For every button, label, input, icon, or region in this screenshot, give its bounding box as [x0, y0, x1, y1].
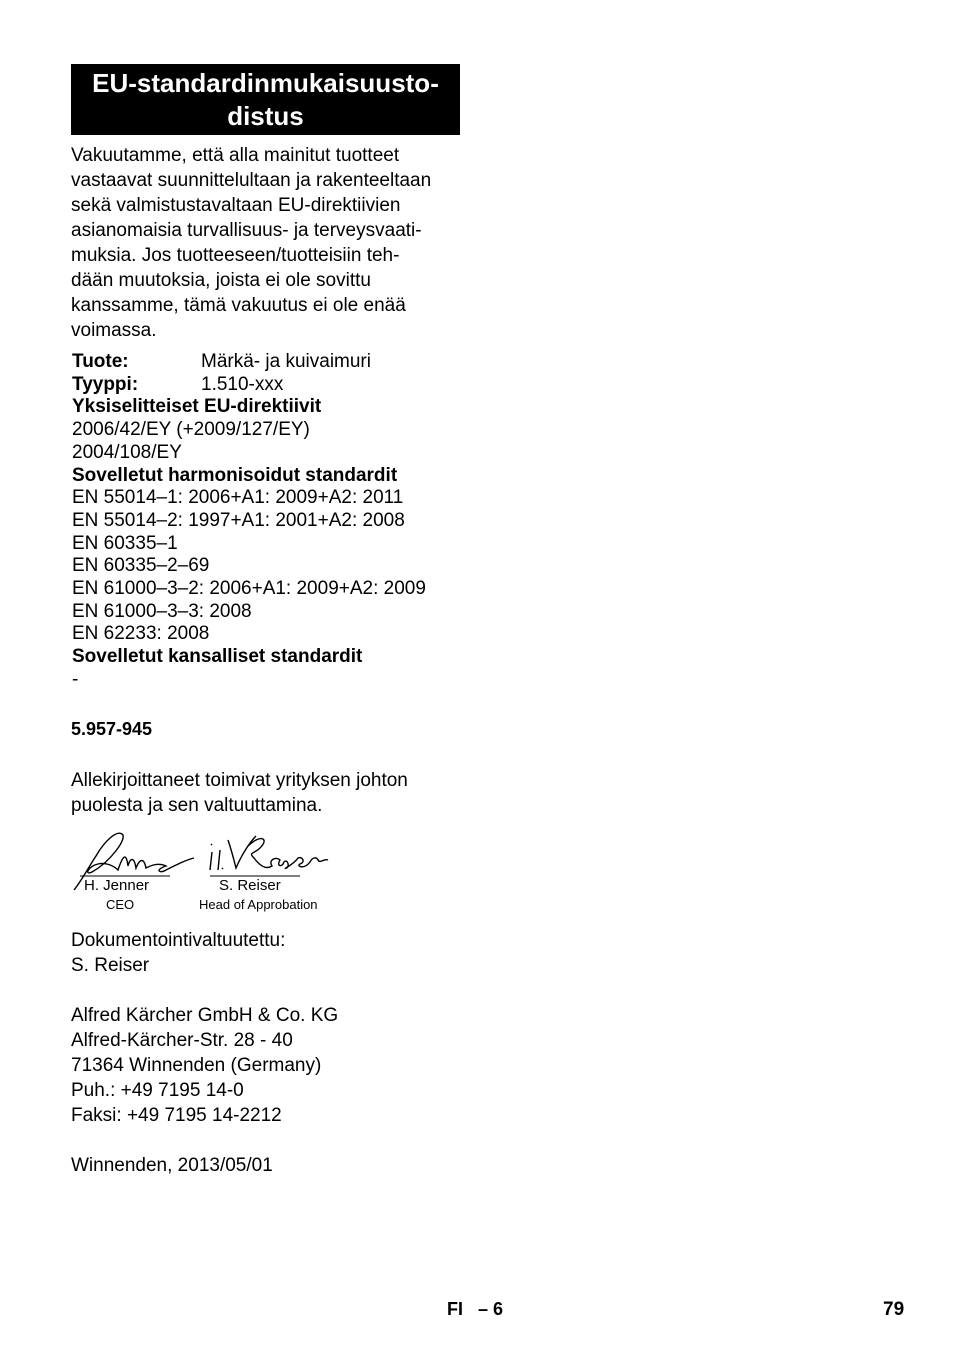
- document-code: 5.957-945: [71, 719, 153, 739]
- text-line: voimassa.: [71, 320, 157, 341]
- standard-item: EN 55014–2: 1997+A1: 2001+A2: 2008: [72, 509, 405, 531]
- address-line: 71364 Winnenden (Germany): [71, 1055, 322, 1076]
- standard-item: EN 55014–1: 2006+A1: 2009+A2: 2011: [72, 487, 404, 509]
- text-line: Dokumentointivaltuutettu:: [71, 930, 286, 951]
- signers-statement: [71, 768, 408, 818]
- company-address: [71, 1003, 338, 1128]
- standard-item: EN 62233: 2008: [72, 623, 210, 645]
- text-line: Allekirjoittaneet toimivat yrityksen johton: [71, 770, 408, 791]
- title-line: distus: [227, 101, 304, 131]
- signer-title: CEO: [106, 897, 135, 912]
- text-line: puolesta ja sen valtuuttamina.: [71, 795, 323, 816]
- address-line: Alfred Kärcher GmbH & Co. KG: [71, 1005, 339, 1026]
- title-line: EU-standardinmukaisuusto-: [92, 68, 439, 98]
- text-line: kanssamme, tämä vakuutus ei ole enää: [71, 295, 406, 316]
- address-line: Faksi: +49 7195 14-2212: [71, 1105, 282, 1126]
- standard-item: EN 61000–3–3: 2008: [72, 600, 252, 622]
- declaration-text: [71, 143, 471, 343]
- footer-lang-text: FI – 6: [447, 1299, 504, 1319]
- signer-title: Head of Approbation: [199, 897, 318, 912]
- text-line: S. Reiser: [71, 955, 150, 976]
- text-line: muksia. Jos tuotteeseen/tuotteisiin teh-: [71, 245, 400, 266]
- harmonised-heading: Sovelletut harmonisoidut standardit: [72, 464, 398, 486]
- text-line: asianomaisia turvallisuus- ja terveysvaati-: [71, 220, 422, 241]
- footer-language-page: [447, 1299, 503, 1320]
- standard-item: EN 60335–2–69: [72, 555, 210, 577]
- standard-item: EN 60335–1: [72, 532, 178, 554]
- directive-item: 2006/42/EY (+2009/127/EY): [72, 419, 310, 441]
- national-heading: Sovelletut kansalliset standardit: [72, 646, 363, 668]
- product-specs: [72, 351, 492, 692]
- directives-heading: Yksiselitteiset EU-direktiivit: [72, 396, 322, 418]
- product-row: [72, 351, 492, 374]
- place-date-text: Winnenden, 2013/05/01: [71, 1155, 273, 1176]
- page-title: [71, 64, 460, 135]
- type-row: [72, 374, 492, 397]
- documentation-authority: [71, 928, 285, 978]
- product-label: Tuote:: [72, 351, 129, 372]
- signer-name: H. Jenner: [84, 877, 150, 894]
- address-line: Puh.: +49 7195 14-0: [71, 1080, 244, 1101]
- text-line: Vakuutamme, että alla mainitut tuotteet: [71, 145, 400, 166]
- place-date: [71, 1153, 273, 1178]
- directive-item: 2004/108/EY: [72, 441, 182, 463]
- signatures: [70, 828, 360, 918]
- national-item: -: [72, 668, 79, 690]
- signer-name: S. Reiser: [219, 877, 281, 894]
- type-value: 1.510-xxx: [201, 373, 284, 395]
- type-label: Tyyppi:: [72, 373, 139, 395]
- address-line: Alfred-Kärcher-Str. 28 - 40: [71, 1030, 293, 1051]
- product-value: Märkä- ja kuivaimuri: [201, 351, 371, 372]
- text-line: vastaavat suunnittelultaan ja rakenteeltaan: [71, 170, 432, 191]
- text-line: sekä valmistustavaltaan EU-direktiivien: [71, 195, 401, 216]
- page-number: 79: [883, 1299, 905, 1320]
- text-line: dään muutoksia, joista ei ole sovittu: [71, 270, 371, 291]
- standard-item: EN 61000–3–2: 2006+A1: 2009+A2: 2009: [72, 578, 426, 600]
